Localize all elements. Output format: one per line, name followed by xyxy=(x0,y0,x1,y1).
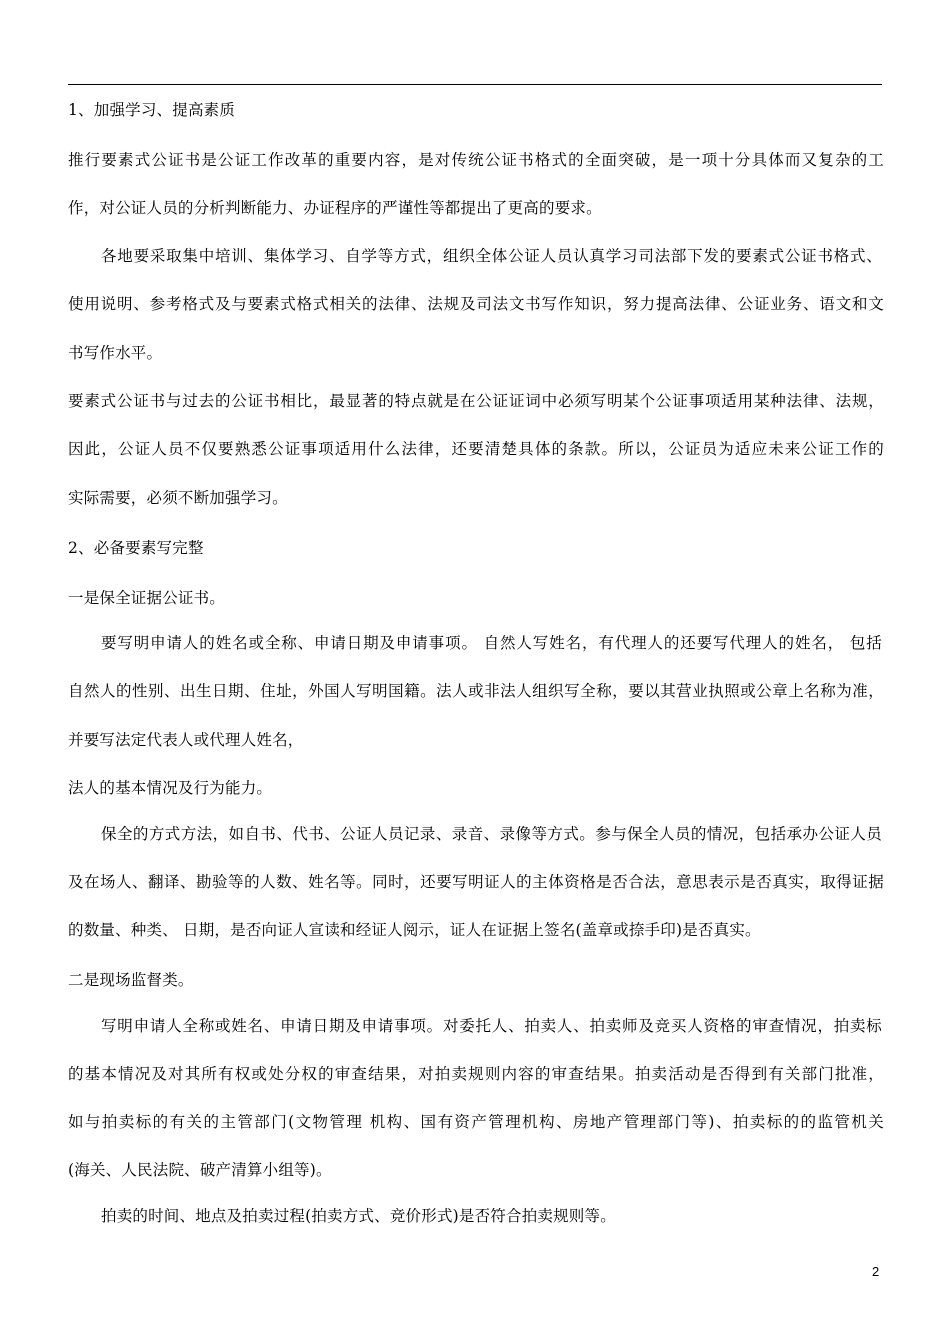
subsection-heading: 二是现场监督类。 xyxy=(68,971,194,989)
paragraph-line: 的数量、种类、 日期，是否向证人宣读和经证人阅示，证人在证据上签名(盖章或捺手印)是否真实。 xyxy=(68,921,761,939)
paragraph-line: 要写明申请人的姓名或全称、申请日期及申请事项。 自然人写姓名，有代理人的还要写代理人的姓名， 包括 xyxy=(101,634,882,652)
paragraph-line: 因此，公证人员不仅要熟悉公证事项适用什么法律，还要清楚具体的条款。所以，公证员为适应未来公证工作的 xyxy=(68,440,884,458)
section-heading-2: 2、必备要素写完整 xyxy=(68,539,204,557)
paragraph-line: 如与拍卖标的有关的主管部门(文物管理 机构、国有资产管理机构、房地产管理部门等)、拍卖标的的监管机关 xyxy=(68,1113,884,1131)
paragraph-line: 要素式公证书与过去的公证书相比，最显著的特点就是在公证证词中必须写明某个公证事项适用某种法律、法规， xyxy=(68,392,884,410)
paragraph-line: 各地要采取集中培训、集体学习、自学等方式，组织全体公证人员认真学习司法部下发的要素式公证书格式、 xyxy=(101,247,882,265)
paragraph-line: 法人的基本情况及行为能力。 xyxy=(68,779,273,797)
paragraph-line: 自然人的性别、出生日期、住址，外国人写明国籍。法人或非法人组织写全称，要以其营业执照或公章上名称为准， xyxy=(68,682,884,700)
paragraph-line: 作，对公证人员的分析判断能力、办证程序的严谨性等都提出了更高的要求。 xyxy=(68,199,602,217)
paragraph-line: 书写作水平。 xyxy=(68,344,163,362)
paragraph-line: 使用说明、参考格式及与要素式格式相关的法律、法规及司法文书写作知识，努力提高法律、公证业务、语文和文 xyxy=(68,295,884,313)
paragraph-line: 保全的方式方法，如自书、代书、公证人员记录、录音、录像等方式。参与保全人员的情况，包括承办公证人员 xyxy=(101,825,882,843)
section-heading-1: 1、加强学习、提高素质 xyxy=(68,101,236,119)
paragraph-line: 推行要素式公证书是公证工作改革的重要内容，是对传统公证书格式的全面突破，是一项十分具体而又复杂的工 xyxy=(68,151,884,169)
paragraph-line: 及在场人、翻译、勘验等的人数、姓名等。同时，还要写明证人的主体资格是否合法，意思表示是否真实，取得证据 xyxy=(68,873,884,891)
page-number: 2 xyxy=(872,1264,880,1279)
paragraph-line: 拍卖的时间、地点及拍卖过程(拍卖方式、竞价形式)是否符合拍卖规则等。 xyxy=(101,1207,616,1225)
paragraph-line: (海关、人民法院、破产清算小组等)。 xyxy=(68,1161,332,1179)
header-rule xyxy=(68,84,882,85)
paragraph-line: 并要写法定代表人或代理人姓名， xyxy=(68,731,304,749)
subsection-heading: 一是保全证据公证书。 xyxy=(68,589,226,607)
paragraph-line: 写明申请人全称或姓名、申请日期及申请事项。对委托人、拍卖人、拍卖师及竞买人资格的审查情况，拍卖标 xyxy=(101,1017,882,1035)
paragraph-line: 的基本情况及对其所有权或处分权的审查结果，对拍卖规则内容的审查结果。拍卖活动是否得到有关部门批准， xyxy=(68,1065,884,1083)
paragraph-line: 实际需要，必须不断加强学习。 xyxy=(68,489,288,507)
